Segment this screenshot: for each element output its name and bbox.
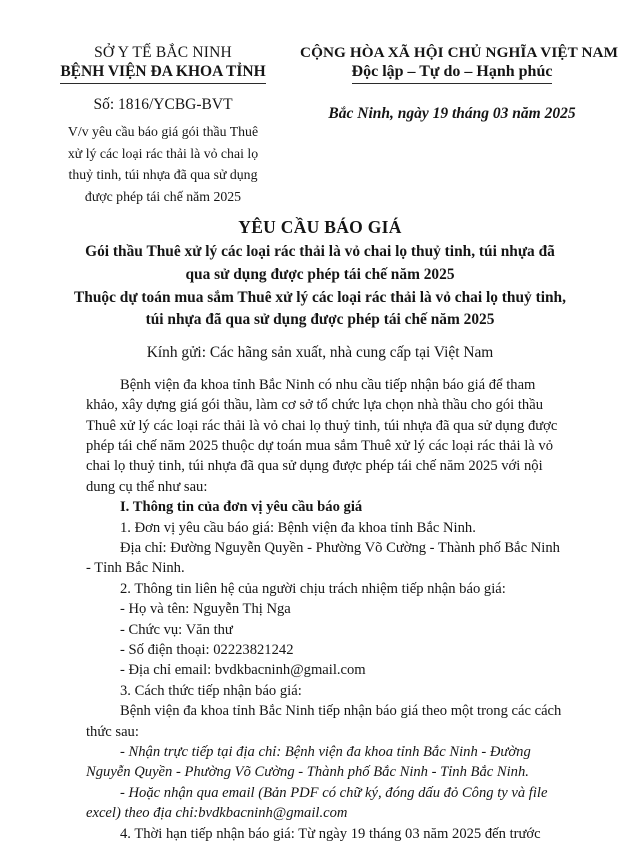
intro-line: chai lọ thuỷ tinh, túi nhựa đã qua sử dụng được phép tái chế năm 2025 với nội (86, 458, 543, 475)
intro-line: phép tái chế năm 2025 thuộc dự toán mua sắm Thuê xử lý các loại rác thải là vỏ (86, 437, 553, 454)
subject-line: được phép tái chế năm 2025 (84, 188, 242, 204)
document-subject (60, 121, 266, 207)
intro-line: dung cụ thể như sau: (86, 478, 208, 495)
item3-intro-line: Bệnh viện đa khoa tỉnh Bắc Ninh tiếp nhận báo giá theo một trong các cách (120, 703, 562, 720)
subject-line: xử lý các loại rác thải là vỏ chai lọ (67, 145, 259, 161)
salutation: Kính gửi: Các hãng sản xuất, nhà cung cấp tại Việt Nam (146, 343, 494, 361)
item3-method-heading: 3. Cách thức tiếp nhận báo giá: (120, 682, 302, 699)
national-header-block (300, 44, 619, 123)
intro-line: khảo, xây dựng giá gói thầu, làm cơ sở tổ chức lựa chọn nhà thầu cho gói thầu (86, 397, 544, 414)
org-name-text: BỆNH VIỆN ĐA KHOA TỈNH (60, 63, 265, 84)
intro-line: Thuê xử lý các loại rác thải là vỏ chai lọ thuỷ tinh, túi nhựa đã qua sử dụng được (86, 417, 558, 434)
document-header (60, 44, 619, 207)
item1-requesting-unit: 1. Đơn vị yêu cầu báo giá: Bệnh viện đa khoa tỉnh Bắc Ninh. (120, 519, 476, 536)
subject-line: thuỷ tinh, túi nhựa đã qua sử dụng (68, 167, 258, 183)
subtitle-line: qua sử dụng được phép tái chế năm 2025 (185, 265, 455, 283)
item2-contact-heading: 2. Thông tin liên hệ của người chịu trách nhiệm tiếp nhận báo giá: (120, 580, 506, 597)
address-line: Địa chỉ: Đường Nguyễn Quyền - Phường Võ Cường - Thành phố Bắc Ninh (120, 540, 560, 556)
document-subtitle (68, 241, 572, 331)
method1-line: Nguyễn Quyền - Phường Võ Cường - Thành phố Bắc Ninh - Tỉnh Bắc Ninh. (86, 764, 529, 781)
intro-line: Bệnh viện đa khoa tỉnh Bắc Ninh có nhu cầu tiếp nhận báo giá để tham (120, 376, 536, 393)
org-name (60, 63, 266, 84)
subject-line: V/v yêu cầu báo giá gói thầu Thuê (67, 124, 259, 139)
item3-intro-line: thức sau: (86, 723, 139, 740)
org-parent-name: SỞ Y TẾ BẮC NINH (94, 44, 232, 61)
contact-email: - Địa chỉ email: bvdkbacninh@gmail.com (120, 662, 366, 679)
national-motto-line2-text: Độc lập – Tự do – Hạnh phúc (352, 63, 553, 84)
method2-line: - Hoặc nhận qua email (Bản PDF có chữ ký, đóng dấu đỏ Công ty và file (120, 784, 548, 801)
subtitle-line: túi nhựa đã qua sử dụng được phép tái chế năm 2025 (145, 311, 495, 329)
national-motto-line2 (300, 63, 604, 84)
section1-heading: I. Thông tin của đơn vị yêu cầu báo giá (120, 499, 363, 516)
contact-name: - Họ và tên: Nguyễn Thị Nga (120, 601, 291, 618)
method1-line: - Nhận trực tiếp tại địa chỉ: Bệnh viện đa khoa tỉnh Bắc Ninh - Đường (120, 744, 531, 761)
document-body (86, 375, 590, 844)
subtitle-line: Gói thầu Thuê xử lý các loại rác thải là vỏ chai lọ thuỷ tinh, túi nhựa đã (85, 243, 555, 261)
place-and-date: Bắc Ninh, ngày 19 tháng 03 năm 2025 (328, 105, 576, 122)
document-number: Số: 1816/YCBG-BVT (93, 96, 233, 113)
title-block (68, 217, 572, 361)
item4-deadline: 4. Thời hạn tiếp nhận báo giá: Từ ngày 19 tháng 03 năm 2025 đến trước (120, 825, 541, 842)
method2-line: excel) theo địa chỉ:bvdkbacninh@gmail.com (86, 805, 348, 822)
issuing-org-block (60, 44, 266, 207)
national-motto-line1: CỘNG HÒA XÃ HỘI CHỦ NGHĨA VIỆT NAM (300, 44, 619, 61)
subtitle-line: Thuộc dự toán mua sắm Thuê xử lý các loại rác thải là vỏ chai lọ thuỷ tinh, (74, 288, 566, 306)
contact-phone: - Số điện thoại: 02223821242 (120, 642, 294, 659)
document-title: YÊU CẦU BÁO GIÁ (238, 217, 402, 238)
address-line: - Tỉnh Bắc Ninh. (86, 560, 185, 577)
contact-title: - Chức vụ: Văn thư (120, 621, 233, 638)
